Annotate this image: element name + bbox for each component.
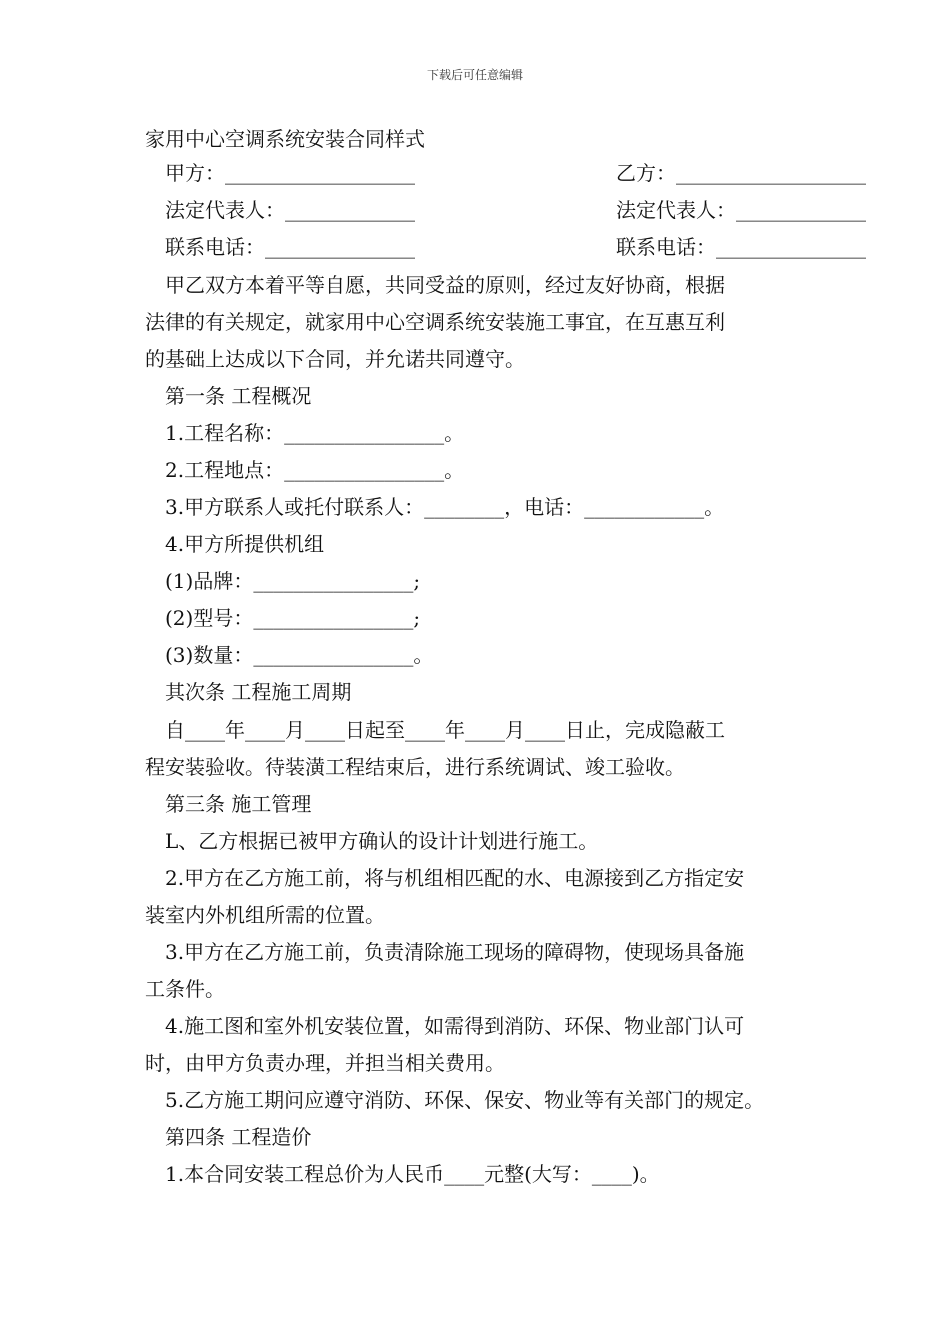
page-header: 下载后可任意编辑 <box>426 68 523 82</box>
management-item: 3.甲方在乙方施工前，负责清除施工现场的障碍物，使现场具备施 <box>165 940 745 964</box>
total-price-field: 1.本合同安装工程总价为人民币____元整(大写：____)。 <box>165 1162 660 1186</box>
management-item: L、乙方根据已被甲方确认的设计计划进行施工。 <box>165 829 599 853</box>
intro-paragraph-line: 的基础上达成以下合同，并允诺共同遵守。 <box>145 347 525 371</box>
article-2-heading: 其次条 工程施工周期 <box>165 680 352 704</box>
phone-b-field: 联系电话：_______________ <box>616 235 866 259</box>
project-name-field: 1.工程名称：________________。 <box>165 421 465 445</box>
brand-field: (1)品牌：________________; <box>165 569 421 593</box>
article-1-heading: 第一条 工程概况 <box>165 384 312 408</box>
rep-a-field: 法定代表人：_____________ <box>165 198 415 222</box>
rep-b-field: 法定代表人：_____________ <box>616 198 866 222</box>
schedule-line: 程安装验收。待装潢工程结束后，进行系统调试、竣工验收。 <box>145 755 685 779</box>
article-4-heading: 第四条 工程造价 <box>165 1125 312 1149</box>
representative-row <box>165 195 866 225</box>
party-a-field: 甲方：___________________ <box>165 161 415 185</box>
management-item: 5.乙方施工期问应遵守消防、环保、保安、物业等有关部门的规定。 <box>165 1088 765 1112</box>
units-provided-label: 4.甲方所提供机组 <box>165 532 325 556</box>
management-item: 时，由甲方负责办理，并担当相关费用。 <box>145 1051 505 1075</box>
contact-person-field: 3.甲方联系人或托付联系人：________，电话：____________。 <box>165 495 725 519</box>
party-row <box>165 158 866 188</box>
management-item: 2.甲方在乙方施工前，将与机组相匹配的水、电源接到乙方指定安 <box>165 866 745 890</box>
model-field: (2)型号：________________; <box>165 606 421 630</box>
quantity-field: (3)数量：________________。 <box>165 643 434 667</box>
management-item: 装室内外机组所需的位置。 <box>145 903 385 927</box>
schedule-line: 自____年____月____日起至____年____月____日止，完成隐蔽工 <box>165 718 725 742</box>
party-b-field: 乙方：___________________ <box>616 161 866 185</box>
management-item: 4.施工图和室外机安装位置，如需得到消防、环保、物业部门认可 <box>165 1014 745 1038</box>
intro-paragraph-line: 甲乙双方本着平等自愿，共同受益的原则，经过友好协商，根据 <box>165 273 725 297</box>
intro-paragraph-line: 法律的有关规定，就家用中心空调系统安装施工事宜，在互惠互利 <box>145 310 725 334</box>
management-item: 工条件。 <box>145 977 225 1001</box>
article-3-heading: 第三条 施工管理 <box>165 792 312 816</box>
contract-title: 家用中心空调系统安装合同样式 <box>145 127 425 151</box>
phone-row <box>165 232 866 262</box>
project-location-field: 2.工程地点：________________。 <box>165 458 465 482</box>
phone-a-field: 联系电话：_______________ <box>165 235 415 259</box>
